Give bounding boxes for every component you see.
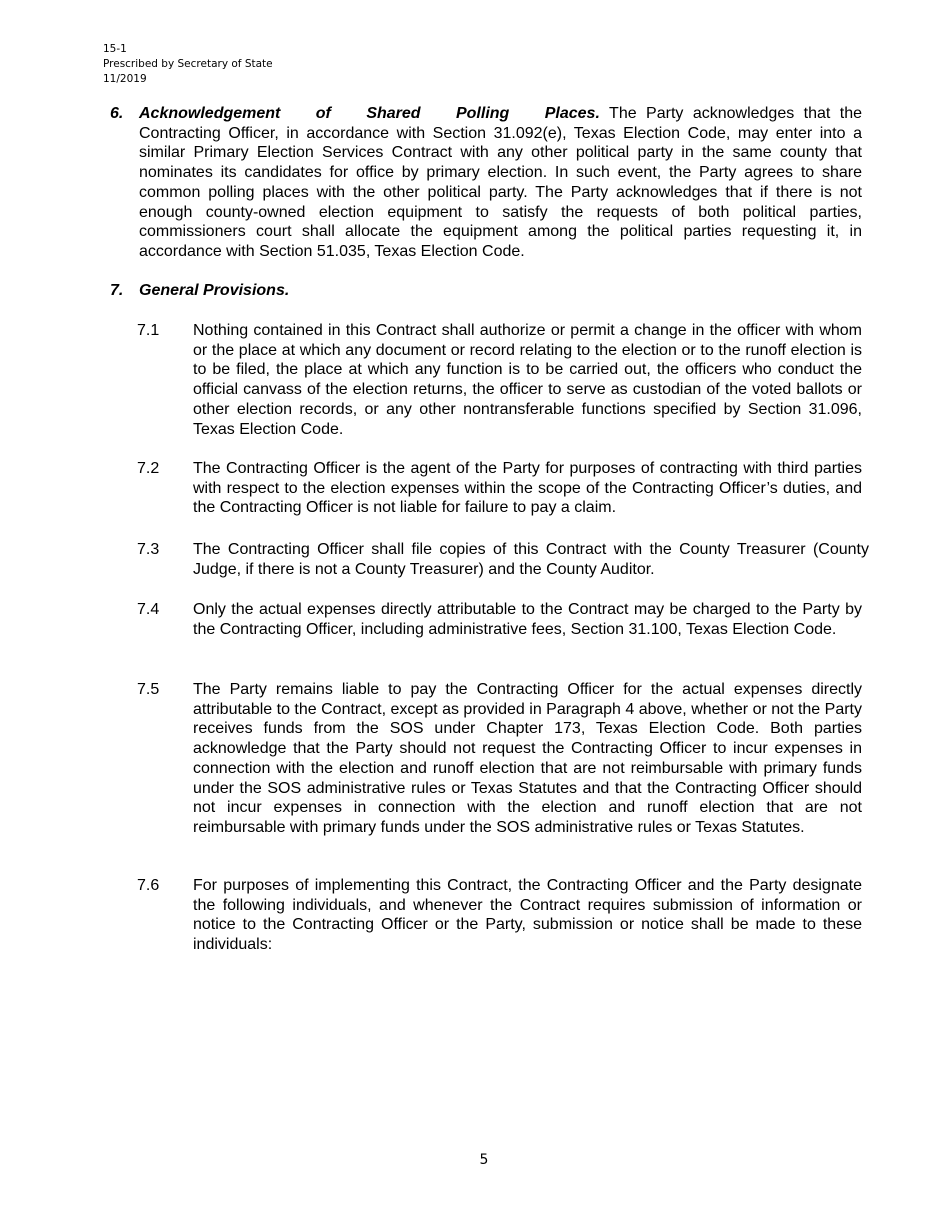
- clause-text: The Contracting Officer is the agent of the Party for purposes of contracting with third parties with respect to the election expenses within the scope of the Contracting Officer’s duties, and the Contracting Officer is not liable for failure to pay a claim.: [193, 460, 862, 517]
- clause-text: Nothing contained in this Contract shall authorize or permit a change in the officer with whom or the place at which any document or record relating to the election or to the runoff election is to be filed, the place at which any function is to be carried out, the officers who conduct the official canvass of the election returns, the officer to serve as custodian of the voted ballots or other election records, or any other nontransferable functions specified by Section 31.096, Texas Election Code.: [193, 322, 862, 438]
- clause-7-1: [137, 321, 862, 439]
- form-date: 11/2019: [103, 73, 147, 85]
- clause-number: 7.5: [137, 681, 160, 698]
- clause-number: 7.6: [137, 877, 160, 894]
- clause-number: 7.1: [137, 322, 160, 339]
- section-number: 7.: [110, 282, 124, 299]
- clause-text: The Contracting Officer shall file copies of this Contract with the County Treasurer (County Judge, if there is not a County Treasurer) and the County Auditor.: [193, 541, 869, 578]
- clause-7-6: [137, 876, 862, 955]
- clause-text: The Party remains liable to pay the Contracting Officer for the actual expenses directly attributable to the Contract, except as provided in Paragraph 4 above, whether or not the Party receives funds from the SOS under Chapter 173, Texas Election Code. Both parties acknowledge that the Party should not request the Contracting Officer to incur expenses in connection with the election and runoff election that are not reimbursable with primary funds under the SOS administrative rules or Texas Statutes and that the Contracting Officer should not incur expenses in connection with the election and runoff election that are not reimbursable with primary funds under the SOS administrative rules or Texas Statutes.: [193, 681, 862, 836]
- section-title: Acknowledgement of Shared Polling Places.: [139, 105, 600, 122]
- section-text: The Party acknowledges that the Contracting Officer, in accordance with Section 31.092(e), Texas Election Code, may enter into a similar Primary Election Services Contract with any other political party in the same county that nominates its candidates for office by primary election. In such event, the Party agrees to share common polling places with the other political party. The Party acknowledges that if there is not enough county-owned election equipment to satisfy the requests of both political parties, commissioners court shall allocate the equipment among the political parties requesting it, in accordance with Section 51.035, Texas Election Code.: [139, 105, 862, 260]
- section-paragraph: [139, 104, 862, 262]
- section-title: General Provisions.: [139, 282, 290, 299]
- clause-number: 7.2: [137, 460, 160, 477]
- clause-text: Only the actual expenses directly attributable to the Contract may be charged to the Party by the Contracting Officer, including administrative fees, Section 31.100, Texas Election Code.: [193, 601, 862, 638]
- form-number: 15-1: [103, 43, 127, 55]
- page-number: 5: [479, 1152, 489, 1168]
- clause-7-2: [137, 459, 862, 518]
- form-header: [103, 42, 273, 87]
- section-6: [110, 104, 862, 262]
- clause-number: 7.3: [137, 541, 160, 558]
- clause-number: 7.4: [137, 601, 160, 618]
- clause-7-5: [137, 680, 862, 838]
- clause-7-3: [137, 540, 869, 579]
- section-paragraph: [139, 281, 862, 301]
- prescribed-by: Prescribed by Secretary of State: [103, 58, 273, 70]
- section-7: [110, 281, 862, 301]
- section-number: 6.: [110, 105, 124, 122]
- clause-7-4: [137, 600, 862, 639]
- clause-text: For purposes of implementing this Contract, the Contracting Officer and the Party designate the following individuals, and whenever the Contract requires submission of information or notice to the Contracting Officer or the Party, submission or notice shall be made to these individuals:: [193, 877, 862, 954]
